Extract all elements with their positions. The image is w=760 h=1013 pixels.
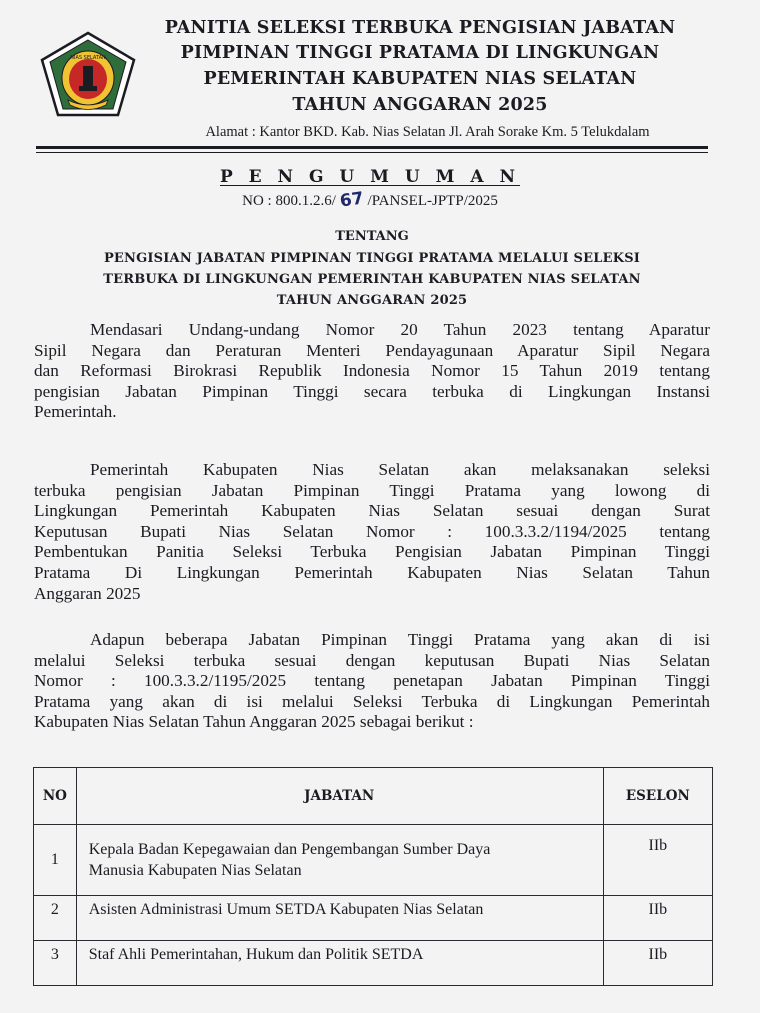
title-line-3: TAHUN ANGGARAN 2025 [276, 293, 468, 308]
letterhead-line-3: PEMERINTAH KABUPATEN NIAS SELATAN [203, 69, 637, 89]
cell-eselon: IIb [603, 941, 712, 986]
paragraph-line: Pemerintah Kabupaten Nias Selatan akan melaksanakan seleksi [90, 460, 710, 479]
table-header-row [34, 768, 713, 825]
letterhead-rule-thin [36, 152, 708, 153]
paragraph-line: Pratama yang akan di isi melalui Seleksi Terbuka di Lingkungan Pemerintah [34, 691, 710, 711]
handwritten-number: 67 [338, 188, 365, 212]
letterhead-address: Alamat : Kantor BKD. Kab. Nias Selatan Jl. Arah Sorake Km. 5 Telukdalam [205, 124, 650, 140]
letterhead-line-4: TAHUN ANGGARAN 2025 [292, 95, 548, 115]
title-line-2: TERBUKA DI LINGKUNGAN PEMERINTAH KABUPATEN NIAS SELATAN [103, 272, 641, 287]
letterhead-line-1: PANITIA SELEKSI TERBUKA PENGISIAN JABATAN [164, 18, 676, 38]
cell-jabatan: Staf Ahli Pemerintahan, Hukum dan Politik SETDA [76, 941, 603, 986]
paragraph-line: Adapun beberapa Jabatan Pimpinan Tinggi Pratama yang akan di isi [90, 630, 710, 649]
cell-eselon: IIb [603, 896, 712, 941]
paragraph-line: Mendasari Undang-undang Nomor 20 Tahun 2023 tentang Aparatur [90, 320, 710, 339]
svg-text:NIAS SELATAN: NIAS SELATAN [70, 55, 106, 61]
regency-emblem-logo [38, 30, 138, 120]
paragraph-line: Pratama Di Lingkungan Pemerintah Kabupaten Nias Selatan Tahun [34, 562, 710, 582]
paragraph-line: dan Reformasi Birokrasi Republik Indonesia Nomor 15 Tahun 2019 tentang [34, 361, 710, 381]
paragraph-line: Lingkungan Pemerintah Kabupaten Nias Selatan sesuai dengan Surat [34, 501, 710, 521]
tentang-label: TENTANG [335, 229, 409, 244]
cell-jabatan [76, 825, 603, 896]
title-line-1: PENGISIAN JABATAN PIMPINAN TINGGI PRATAMA MELALUI SELEKSI [103, 251, 641, 266]
paragraph-line: Anggaran 2025 [34, 583, 141, 603]
table-row [34, 941, 713, 986]
paragraph-line: Sipil Negara dan Peraturan Menteri Pendayagunaan Aparatur Sipil Negara [34, 340, 710, 360]
paragraph-line: Keputusan Bupati Nias Selatan Nomor : 100.3.3.2/1194/2025 tentang [34, 521, 710, 541]
header-jabatan: JABATAN [76, 768, 603, 825]
announcement-number: NO : 800.1.2.6/ 67 /PANSEL-JPTP/2025 [242, 188, 498, 212]
cell-no: 3 [34, 941, 77, 986]
positions-table [33, 767, 713, 986]
letterhead-rule-thick [36, 146, 708, 149]
paragraph-line: melalui Seleksi terbuka sesuai dengan keputusan Bupati Nias Selatan [34, 650, 710, 670]
paragraph-2 [34, 460, 710, 604]
cell-no: 1 [34, 825, 77, 896]
paragraph-line: Nomor : 100.3.3.2/1195/2025 tentang penetapan Jabatan Pimpinan Tinggi [34, 671, 710, 691]
paragraph-line: Pemerintah. [34, 402, 117, 422]
cell-jabatan: Asisten Administrasi Umum SETDA Kabupaten Nias Selatan [76, 896, 603, 941]
paragraph-line: Kabupaten Nias Selatan Tahun Anggaran 2025 sebagai berikut : [34, 712, 474, 732]
table-row [34, 896, 713, 941]
table-row [34, 825, 713, 896]
paragraph-line: Pembentukan Panitia Seleksi Terbuka Pengisian Jabatan Pimpinan Tinggi [34, 542, 710, 562]
paragraph-line: terbuka pengisian Jabatan Pimpinan Tinggi Pratama yang lowong di [34, 480, 710, 500]
letterhead-line-2: PIMPINAN TINGGI PRATAMA DI LINGKUNGAN [180, 43, 660, 63]
cell-jabatan-line: Manusia Kabupaten Nias Selatan [88, 862, 302, 879]
paragraph-3 [34, 630, 710, 733]
cell-eselon: IIb [603, 825, 712, 896]
header-no: NO [34, 768, 77, 825]
announcement-heading: P E N G U M U M A N [219, 167, 521, 187]
header-eselon: ESELON [603, 768, 712, 825]
cell-no: 2 [34, 896, 77, 941]
paragraph-1 [34, 320, 710, 423]
paragraph-line: pengisian Jabatan Pimpinan Tinggi secara terbuka di Lingkungan Instansi [34, 381, 710, 401]
cell-jabatan-line: Kepala Badan Kepegawaian dan Pengembangan Sumber Daya [88, 841, 491, 858]
